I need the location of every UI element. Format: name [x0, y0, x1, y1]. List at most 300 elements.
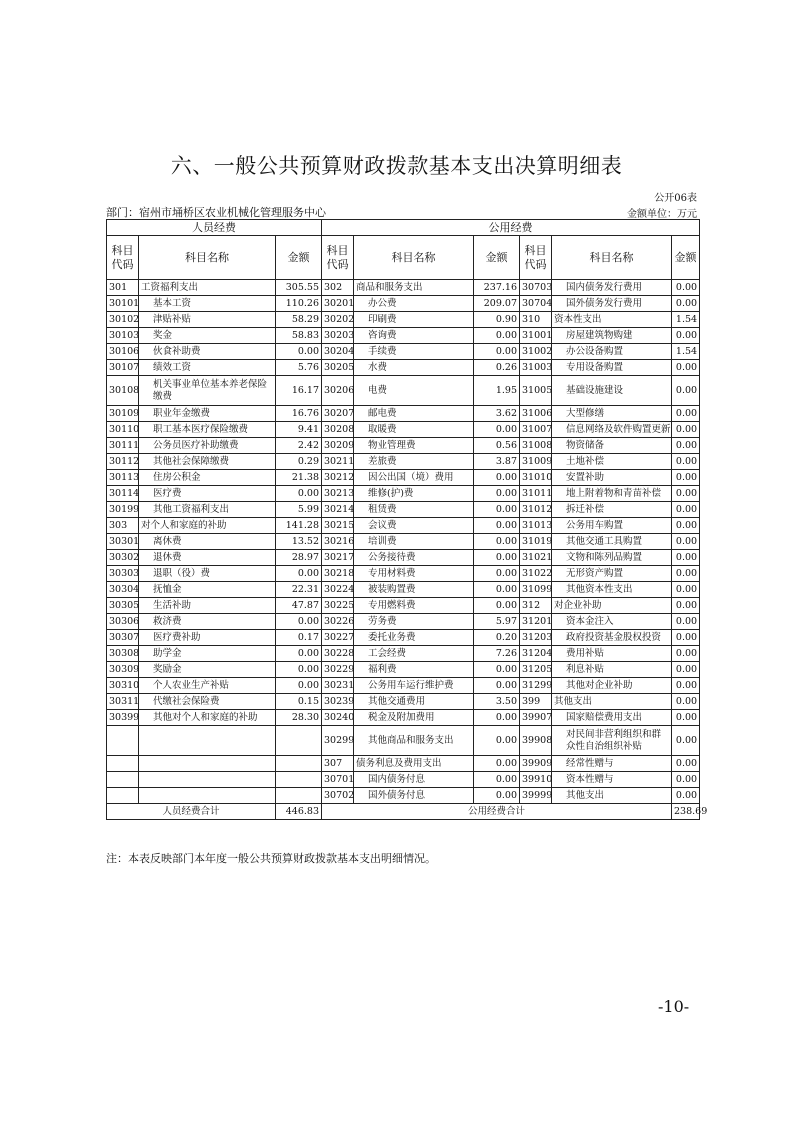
- amount-cell: 0.00: [474, 534, 520, 550]
- code-cell: 30301: [107, 534, 139, 550]
- table-row: [107, 422, 700, 438]
- code-cell: 30112: [107, 454, 139, 470]
- amount-cell: 0.26: [474, 360, 520, 376]
- name-cell: 住房公积金: [139, 470, 276, 486]
- name-cell: 救济费: [139, 614, 276, 630]
- name-cell: 其他对个人和家庭的补助: [139, 710, 276, 726]
- code-cell: 312: [520, 598, 552, 614]
- personnel-total-label: 人员经费合计: [107, 804, 276, 820]
- amount-cell: 22.31: [276, 582, 322, 598]
- name-cell: 对个人和家庭的补助: [139, 518, 276, 534]
- amount-cell: 0.00: [276, 486, 322, 502]
- name-cell: 其他交通工具购置: [552, 534, 672, 550]
- name-cell: 费用补贴: [552, 646, 672, 662]
- table-row: [107, 296, 700, 312]
- name-cell: 伙食补助费: [139, 344, 276, 360]
- table-row: [107, 678, 700, 694]
- code-cell: 30310: [107, 678, 139, 694]
- amount-cell: 0.17: [276, 630, 322, 646]
- amount-cell: 13.52: [276, 534, 322, 550]
- amount-cell: 237.16: [474, 280, 520, 296]
- code-cell: [107, 772, 139, 788]
- name-cell: 其他支出: [552, 694, 672, 710]
- name-cell: 工资福利支出: [139, 280, 276, 296]
- amount-cell: 305.55: [276, 280, 322, 296]
- name-cell: 文物和陈列品购置: [552, 550, 672, 566]
- name-cell: 债务利息及费用支出: [354, 756, 474, 772]
- name-cell: 职业年金缴费: [139, 406, 276, 422]
- amount-cell: 0.00: [672, 566, 700, 582]
- amount-cell: 110.26: [276, 296, 322, 312]
- name-cell: 公务接待费: [354, 550, 474, 566]
- code-cell: 31299: [520, 678, 552, 694]
- name-cell: 代缴社会保险费: [139, 694, 276, 710]
- code-cell: 39907: [520, 710, 552, 726]
- name-cell: 房屋建筑物购建: [552, 328, 672, 344]
- page-number: -10-: [658, 997, 690, 1016]
- name-cell: 无形资产购置: [552, 566, 672, 582]
- amount-cell: 0.00: [672, 438, 700, 454]
- amount-cell: [276, 788, 322, 804]
- name-cell: 专用设备购置: [552, 360, 672, 376]
- name-cell: 安置补助: [552, 470, 672, 486]
- name-cell: 退休费: [139, 550, 276, 566]
- amount-cell: 0.00: [672, 598, 700, 614]
- name-cell: [139, 726, 276, 756]
- amount-cell: 0.00: [672, 296, 700, 312]
- table-row: [107, 486, 700, 502]
- amount-cell: 0.00: [672, 280, 700, 296]
- code-cell: 30305: [107, 598, 139, 614]
- code-cell: 30240: [322, 710, 354, 726]
- name-cell: 因公出国（境）费用: [354, 470, 474, 486]
- table-row: [107, 502, 700, 518]
- amount-cell: 0.00: [672, 662, 700, 678]
- amount-cell: 0.00: [474, 598, 520, 614]
- code-cell: 30202: [322, 312, 354, 328]
- code-cell: 30107: [107, 360, 139, 376]
- code-cell: 31009: [520, 454, 552, 470]
- personnel-section-header: 人员经费: [107, 220, 322, 236]
- amount-cell: 16.17: [276, 376, 322, 406]
- code-cell: [107, 756, 139, 772]
- amount-cell: [276, 756, 322, 772]
- table-row: [107, 710, 700, 726]
- name-cell: 物业管理费: [354, 438, 474, 454]
- name-cell: 劳务费: [354, 614, 474, 630]
- amount-cell: 0.00: [474, 518, 520, 534]
- code-cell: 31005: [520, 376, 552, 406]
- name-cell: 办公费: [354, 296, 474, 312]
- amount-cell: 1.95: [474, 376, 520, 406]
- name-cell: 基础设施建设: [552, 376, 672, 406]
- column-header-row: [107, 236, 700, 280]
- name-cell: [139, 772, 276, 788]
- code-cell: 30703: [520, 280, 552, 296]
- amount-cell: 0.00: [276, 662, 322, 678]
- name-cell: 国外债务付息: [354, 788, 474, 804]
- amount-cell: 0.00: [672, 454, 700, 470]
- amount-cell: 0.00: [672, 470, 700, 486]
- name-cell: 资本性支出: [552, 312, 672, 328]
- name-cell: 利息补贴: [552, 662, 672, 678]
- name-cell: 拆迁补偿: [552, 502, 672, 518]
- amount-cell: 0.00: [672, 694, 700, 710]
- amount-header: 金额: [474, 236, 520, 280]
- code-cell: 31021: [520, 550, 552, 566]
- table-row: [107, 470, 700, 486]
- table-row: [107, 454, 700, 470]
- amount-cell: 58.83: [276, 328, 322, 344]
- table-row: [107, 694, 700, 710]
- name-cell: 维修(护)费: [354, 486, 474, 502]
- page-title: 六、一般公共预算财政拨款基本支出决算明细表: [170, 154, 623, 178]
- amount-cell: 0.00: [474, 422, 520, 438]
- amount-cell: 0.00: [672, 550, 700, 566]
- code-cell: 399: [520, 694, 552, 710]
- amount-cell: 0.00: [474, 328, 520, 344]
- department-label: 部门：宿州市埇桥区农业机械化管理服务中心: [106, 206, 326, 219]
- amount-cell: 0.00: [672, 630, 700, 646]
- code-cell: 30226: [322, 614, 354, 630]
- amount-header: 金额: [672, 236, 700, 280]
- name-cell: 会议费: [354, 518, 474, 534]
- amount-cell: 0.00: [672, 422, 700, 438]
- name-header: 科目名称: [552, 236, 672, 280]
- name-cell: 电费: [354, 376, 474, 406]
- code-cell: 30109: [107, 406, 139, 422]
- code-cell: 31012: [520, 502, 552, 518]
- amount-cell: 16.76: [276, 406, 322, 422]
- code-cell: 31002: [520, 344, 552, 360]
- code-cell: 301: [107, 280, 139, 296]
- code-cell: 30213: [322, 486, 354, 502]
- name-cell: 机关事业单位基本养老保险缴费: [139, 376, 276, 406]
- amount-cell: 2.42: [276, 438, 322, 454]
- code-cell: 30399: [107, 710, 139, 726]
- code-cell: 30216: [322, 534, 354, 550]
- amount-cell: 0.00: [474, 582, 520, 598]
- name-cell: 基本工资: [139, 296, 276, 312]
- code-cell: 30201: [322, 296, 354, 312]
- amount-cell: 0.00: [672, 582, 700, 598]
- code-cell: 30211: [322, 454, 354, 470]
- code-cell: 30113: [107, 470, 139, 486]
- code-cell: 30704: [520, 296, 552, 312]
- name-cell: 印刷费: [354, 312, 474, 328]
- table-row: [107, 550, 700, 566]
- code-cell: 31201: [520, 614, 552, 630]
- personnel-total-value: 446.83: [276, 804, 322, 820]
- code-cell: 30209: [322, 438, 354, 454]
- code-cell: 302: [322, 280, 354, 296]
- name-cell: 办公设备购置: [552, 344, 672, 360]
- amount-cell: 0.00: [474, 486, 520, 502]
- name-cell: 医疗费: [139, 486, 276, 502]
- amount-cell: 0.00: [474, 470, 520, 486]
- name-cell: 津贴补贴: [139, 312, 276, 328]
- unit-label: 金额单位：万元: [627, 209, 697, 220]
- name-cell: 其他商品和服务支出: [354, 726, 474, 756]
- code-cell: 30308: [107, 646, 139, 662]
- amount-cell: 0.00: [672, 614, 700, 630]
- amount-cell: 5.99: [276, 502, 322, 518]
- code-cell: 39909: [520, 756, 552, 772]
- code-cell: 303: [107, 518, 139, 534]
- code-cell: 31011: [520, 486, 552, 502]
- name-cell: 公务用车购置: [552, 518, 672, 534]
- name-cell: 被装购置费: [354, 582, 474, 598]
- name-cell: 地上附着物和青苗补偿: [552, 486, 672, 502]
- footnote: 注：本表反映部门本年度一般公共预算财政拨款基本支出明细情况。: [106, 852, 436, 865]
- name-cell: 助学金: [139, 646, 276, 662]
- code-cell: 30228: [322, 646, 354, 662]
- name-cell: 咨询费: [354, 328, 474, 344]
- name-cell: 委托业务费: [354, 630, 474, 646]
- code-cell: 30203: [322, 328, 354, 344]
- amount-cell: 7.26: [474, 646, 520, 662]
- code-cell: 30217: [322, 550, 354, 566]
- amount-cell: 58.29: [276, 312, 322, 328]
- amount-cell: 0.00: [276, 614, 322, 630]
- amount-cell: 141.28: [276, 518, 322, 534]
- code-header: 科目代码: [107, 236, 139, 280]
- amount-cell: 0.56: [474, 438, 520, 454]
- code-cell: 31003: [520, 360, 552, 376]
- name-cell: 资本金注入: [552, 614, 672, 630]
- name-cell: 租赁费: [354, 502, 474, 518]
- code-cell: 30303: [107, 566, 139, 582]
- amount-cell: 28.97: [276, 550, 322, 566]
- code-cell: 30218: [322, 566, 354, 582]
- table-row: [107, 582, 700, 598]
- code-cell: 30239: [322, 694, 354, 710]
- amount-cell: 0.00: [672, 678, 700, 694]
- name-cell: 商品和服务支出: [354, 280, 474, 296]
- code-cell: 30225: [322, 598, 354, 614]
- table-row: [107, 614, 700, 630]
- amount-cell: 0.00: [672, 646, 700, 662]
- amount-cell: 0.00: [474, 662, 520, 678]
- table-row: [107, 534, 700, 550]
- name-cell: 公务员医疗补助缴费: [139, 438, 276, 454]
- amount-header: 金额: [276, 236, 322, 280]
- name-cell: 离休费: [139, 534, 276, 550]
- table-row: [107, 566, 700, 582]
- name-cell: 其他资本性支出: [552, 582, 672, 598]
- amount-cell: 0.00: [672, 328, 700, 344]
- code-cell: 30208: [322, 422, 354, 438]
- name-cell: 经常性赠与: [552, 756, 672, 772]
- code-cell: 30206: [322, 376, 354, 406]
- name-cell: 取暖费: [354, 422, 474, 438]
- code-cell: 31019: [520, 534, 552, 550]
- name-cell: 其他社会保障缴费: [139, 454, 276, 470]
- amount-cell: 0.00: [474, 726, 520, 756]
- name-header: 科目名称: [354, 236, 474, 280]
- amount-cell: 0.00: [474, 678, 520, 694]
- amount-cell: 0.00: [474, 344, 520, 360]
- amount-cell: 3.62: [474, 406, 520, 422]
- code-cell: 30110: [107, 422, 139, 438]
- amount-cell: 0.00: [474, 788, 520, 804]
- code-cell: 30701: [322, 772, 354, 788]
- amount-cell: 0.00: [276, 646, 322, 662]
- table-row: [107, 630, 700, 646]
- name-cell: 物资储备: [552, 438, 672, 454]
- code-cell: 30102: [107, 312, 139, 328]
- code-cell: 30307: [107, 630, 139, 646]
- code-cell: 30205: [322, 360, 354, 376]
- amount-cell: 3.50: [474, 694, 520, 710]
- code-cell: 31007: [520, 422, 552, 438]
- amount-cell: 0.00: [672, 360, 700, 376]
- table-row: [107, 598, 700, 614]
- name-cell: 公务用车运行维护费: [354, 678, 474, 694]
- name-cell: 其他工资福利支出: [139, 502, 276, 518]
- amount-cell: 0.29: [276, 454, 322, 470]
- name-cell: 水费: [354, 360, 474, 376]
- code-cell: 30114: [107, 486, 139, 502]
- code-cell: 31203: [520, 630, 552, 646]
- name-cell: 国内债务付息: [354, 772, 474, 788]
- code-cell: 30103: [107, 328, 139, 344]
- amount-cell: 0.00: [672, 788, 700, 804]
- name-cell: 职工基本医疗保险缴费: [139, 422, 276, 438]
- table-row: [107, 312, 700, 328]
- name-cell: 税金及附加费用: [354, 710, 474, 726]
- totals-row: [107, 804, 700, 820]
- name-cell: 退职（役）费: [139, 566, 276, 582]
- code-cell: 31022: [520, 566, 552, 582]
- amount-cell: 0.00: [672, 502, 700, 518]
- amount-cell: 0.90: [474, 312, 520, 328]
- table-row: [107, 756, 700, 772]
- table-row: [107, 518, 700, 534]
- name-cell: 其他支出: [552, 788, 672, 804]
- code-cell: 30227: [322, 630, 354, 646]
- name-cell: 资本性赠与: [552, 772, 672, 788]
- amount-cell: 1.54: [672, 344, 700, 360]
- name-cell: 手续费: [354, 344, 474, 360]
- table-row: [107, 360, 700, 376]
- code-cell: 31001: [520, 328, 552, 344]
- code-header: 科目代码: [520, 236, 552, 280]
- name-cell: 绩效工资: [139, 360, 276, 376]
- public-section-header: 公用经费: [322, 220, 700, 236]
- code-cell: 307: [322, 756, 354, 772]
- table-row: [107, 662, 700, 678]
- code-cell: 30108: [107, 376, 139, 406]
- amount-cell: 0.00: [672, 518, 700, 534]
- name-cell: 专用燃料费: [354, 598, 474, 614]
- name-cell: 国外债务发行费用: [552, 296, 672, 312]
- name-cell: 大型修缮: [552, 406, 672, 422]
- code-cell: 30215: [322, 518, 354, 534]
- amount-cell: 0.00: [672, 376, 700, 406]
- code-cell: 39910: [520, 772, 552, 788]
- code-cell: 31013: [520, 518, 552, 534]
- code-cell: 310: [520, 312, 552, 328]
- amount-cell: 0.00: [672, 710, 700, 726]
- code-cell: 30199: [107, 502, 139, 518]
- amount-cell: [276, 726, 322, 756]
- name-cell: 福利费: [354, 662, 474, 678]
- code-cell: 30309: [107, 662, 139, 678]
- table-row: [107, 438, 700, 454]
- table-row: [107, 328, 700, 344]
- amount-cell: 0.00: [672, 406, 700, 422]
- code-cell: [107, 726, 139, 756]
- table-row: [107, 280, 700, 296]
- table-row: [107, 646, 700, 662]
- name-cell: 工会经费: [354, 646, 474, 662]
- amount-cell: 0.00: [474, 772, 520, 788]
- public-total-label: 公用经费合计: [322, 804, 672, 820]
- code-header: 科目代码: [322, 236, 354, 280]
- name-cell: 信息网络及软件购置更新: [552, 422, 672, 438]
- name-cell: 对民间非营利组织和群众性自治组织补贴: [552, 726, 672, 756]
- amount-cell: 0.20: [474, 630, 520, 646]
- code-cell: 30306: [107, 614, 139, 630]
- amount-cell: 21.38: [276, 470, 322, 486]
- name-cell: 抚恤金: [139, 582, 276, 598]
- code-cell: 30702: [322, 788, 354, 804]
- amount-cell: 0.00: [474, 566, 520, 582]
- amount-cell: 0.00: [672, 756, 700, 772]
- code-cell: 30224: [322, 582, 354, 598]
- amount-cell: 209.07: [474, 296, 520, 312]
- code-cell: 31204: [520, 646, 552, 662]
- name-cell: 国内债务发行费用: [552, 280, 672, 296]
- code-cell: 31205: [520, 662, 552, 678]
- name-cell: 土地补偿: [552, 454, 672, 470]
- code-cell: 30231: [322, 678, 354, 694]
- table-row: [107, 406, 700, 422]
- table-row: [107, 772, 700, 788]
- code-cell: 30101: [107, 296, 139, 312]
- name-cell: 个人农业生产补贴: [139, 678, 276, 694]
- name-cell: 政府投资基金股权投资: [552, 630, 672, 646]
- amount-cell: 0.00: [672, 534, 700, 550]
- amount-cell: 9.41: [276, 422, 322, 438]
- amount-cell: 1.54: [672, 312, 700, 328]
- amount-cell: 5.97: [474, 614, 520, 630]
- section-header-row: [107, 220, 700, 236]
- name-cell: 专用材料费: [354, 566, 474, 582]
- amount-cell: 0.00: [276, 566, 322, 582]
- form-code: 公开06表: [654, 193, 697, 204]
- code-cell: 30106: [107, 344, 139, 360]
- name-cell: 医疗费补助: [139, 630, 276, 646]
- name-cell: 国家赔偿费用支出: [552, 710, 672, 726]
- name-cell: 其他交通费用: [354, 694, 474, 710]
- code-cell: 30299: [322, 726, 354, 756]
- public-total-value: 238.69: [672, 804, 700, 820]
- code-cell: 30204: [322, 344, 354, 360]
- table-row: [107, 376, 700, 406]
- amount-cell: 3.87: [474, 454, 520, 470]
- code-cell: 31008: [520, 438, 552, 454]
- amount-cell: 0.00: [672, 726, 700, 756]
- name-cell: 对企业补助: [552, 598, 672, 614]
- amount-cell: 0.00: [474, 756, 520, 772]
- amount-cell: 0.00: [474, 502, 520, 518]
- name-cell: 生活补助: [139, 598, 276, 614]
- code-cell: 30302: [107, 550, 139, 566]
- code-cell: [107, 788, 139, 804]
- code-cell: 39908: [520, 726, 552, 756]
